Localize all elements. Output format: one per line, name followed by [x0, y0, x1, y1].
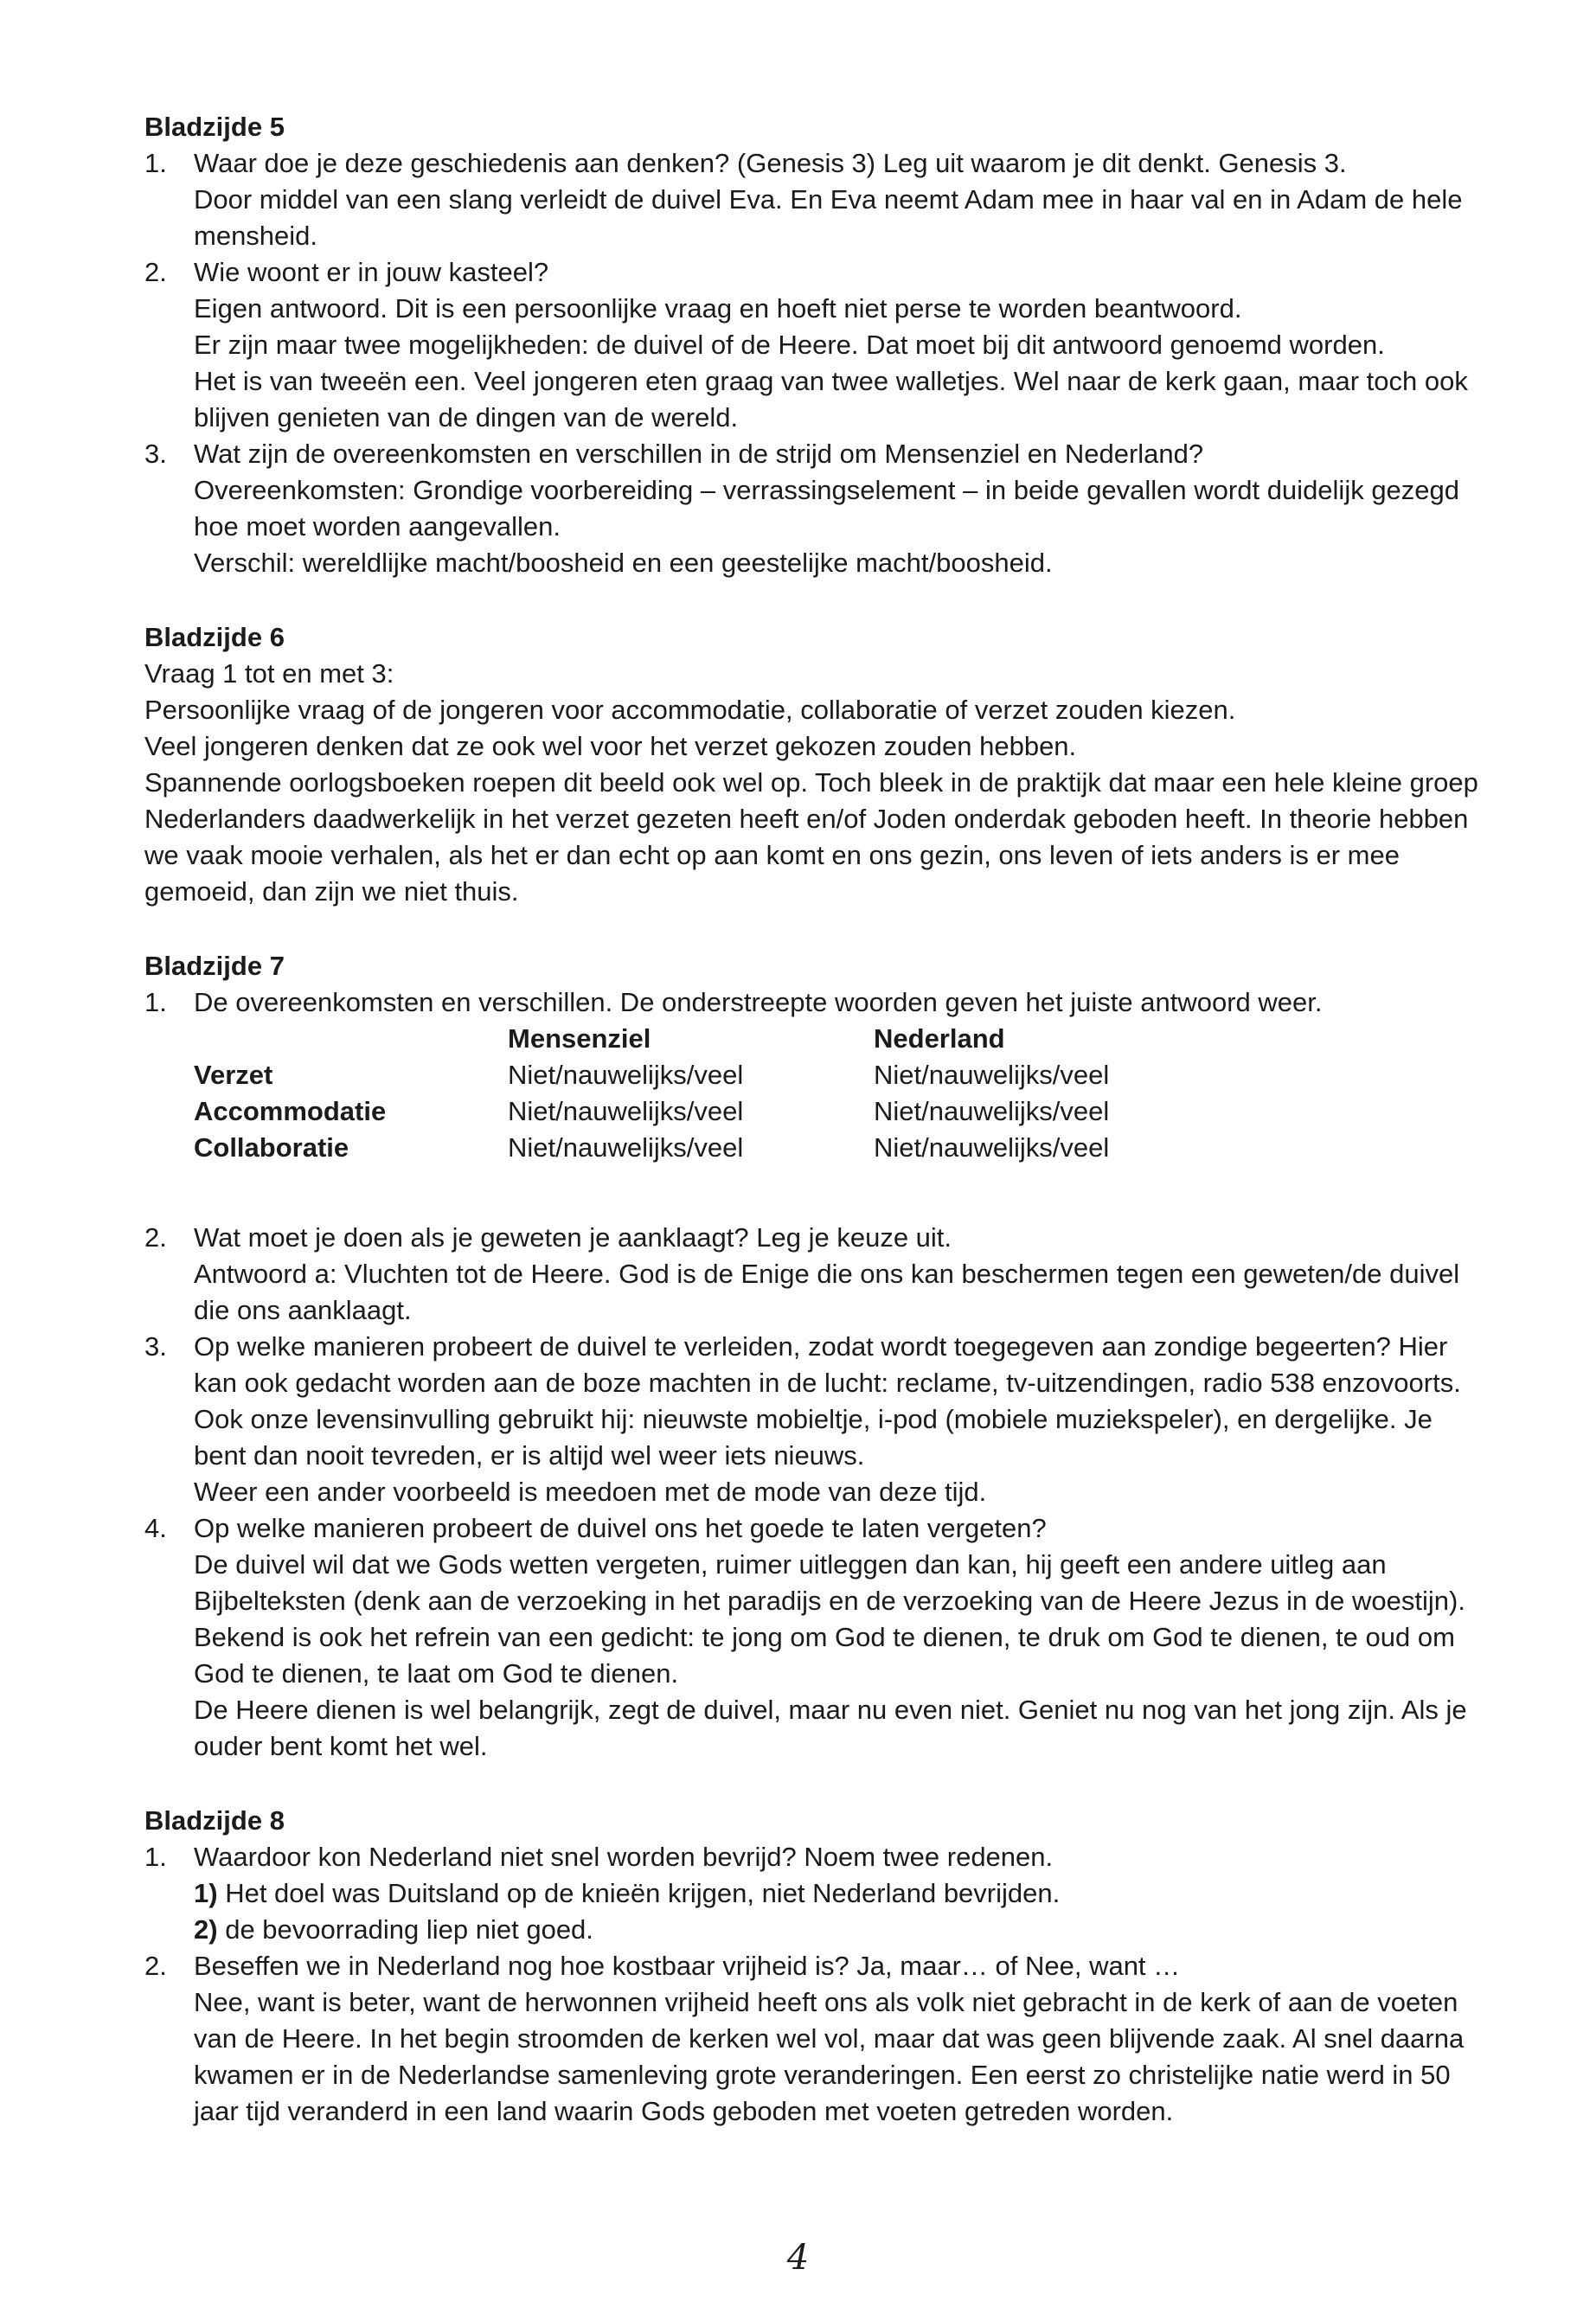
question-text: Wat moet je doen als je geweten je aanklaagt? Leg je keuze uit. — [194, 1222, 952, 1253]
answer-text: Verschil: wereldlijke macht/boosheid en een geestelijke macht/boosheid. — [194, 548, 1053, 578]
section-heading: Bladzijde 8 — [144, 1805, 285, 1836]
page-number: 4 — [786, 2238, 810, 2278]
section-heading: Bladzijde 7 — [144, 951, 285, 981]
answer-text: Er zijn maar twee mogelijkheden: de duivel of de Heere. Dat moet bij dit antwoord genoemd worden. — [194, 330, 1385, 360]
question-text: Waar doe je deze geschiedenis aan denken? (Genesis 3) Leg uit waarom je dit denkt. Genesis 3. — [194, 148, 1347, 178]
question-text: De overeenkomsten en verschillen. De onderstreepte woorden geven het juiste antwoord weer. — [194, 987, 1323, 1017]
section-bladzijde-5 — [144, 109, 1484, 581]
list-item — [144, 145, 1484, 254]
section-bladzijde-6 — [144, 619, 1484, 910]
section-bladzijde-7 — [144, 948, 1484, 1765]
table-row — [194, 1093, 1484, 1130]
comparison-table — [194, 1021, 1484, 1166]
list-item — [144, 1220, 1484, 1329]
item-number: 2. — [144, 1951, 167, 1981]
item-content — [194, 1220, 1484, 1329]
answer-text: Antwoord a: Vluchten tot de Heere. God is de Enige die ons kan beschermen tegen een geweten/de duivel die ons aanklaagt. — [194, 1259, 1460, 1325]
table-cell: Niet/nauwelijks/veel — [508, 1132, 744, 1163]
answer-line — [194, 1875, 1484, 1912]
item-number: 2. — [144, 1222, 167, 1253]
table-row-label: Verzet — [194, 1060, 273, 1090]
item-number: 3. — [144, 1331, 167, 1362]
list-item — [144, 1510, 1484, 1765]
answer-number: 2) — [194, 1914, 218, 1945]
answer-text: Eigen antwoord. Dit is een persoonlijke vraag en hoeft niet perse te worden beantwoord. — [194, 293, 1242, 324]
table-header-nederland: Nederland — [874, 1023, 1005, 1054]
question-text: Wat zijn de overeenkomsten en verschillen in de strijd om Mensenziel en Nederland? — [194, 439, 1204, 469]
question-text: Op welke manieren probeert de duivel ons het goede te laten vergeten? — [194, 1513, 1047, 1543]
question-text: Wie woont er in jouw kasteel? — [194, 257, 549, 287]
list-item — [144, 1948, 1484, 2130]
section-heading: Bladzijde 5 — [144, 112, 285, 142]
table-cell: Niet/nauwelijks/veel — [874, 1060, 1110, 1090]
item-content — [194, 436, 1484, 581]
item-content — [194, 1329, 1484, 1510]
paragraph: Vraag 1 tot en met 3: — [144, 658, 394, 689]
answer-text: De duivel wil dat we Gods wetten vergeten, ruimer uitleggen dan kan, hij geeft een andere uitleg aan Bijbelteksten (denk aan de verzoeking in het paradijs en de verzoeking van de Heere Jezus in de woestijn). — [194, 1549, 1465, 1616]
item-number: 3. — [144, 439, 167, 469]
list-item — [144, 984, 1484, 1166]
answer-text: de bevoorrading liep niet goed. — [225, 1914, 593, 1945]
item-content — [194, 1510, 1484, 1765]
answer-text: Bekend is ook het refrein van een gedicht: te jong om God te dienen, te druk om God te dienen, te oud om God te dienen, te laat om God te dienen. — [194, 1622, 1455, 1689]
list-item — [144, 1839, 1484, 1948]
answer-line — [194, 1912, 1484, 1948]
item-number: 2. — [144, 257, 167, 287]
answer-text: Het is van tweeën een. Veel jongeren eten graag van twee walletjes. Wel naar de kerk gaan, maar toch ook blijven genieten van de dingen van de wereld. — [194, 366, 1468, 433]
table-cell: Niet/nauwelijks/veel — [508, 1096, 744, 1126]
answer-number: 1) — [194, 1878, 218, 1908]
section-bladzijde-8 — [144, 1803, 1484, 2130]
question-text: Op welke manieren probeert de duivel te verleiden, zodat wordt toegegeven aan zondige begeerten? Hier kan ook gedacht worden aan de boze machten in de lucht: reclame, tv-uitzendingen, radio 538 enzovoorts. Ook onze levensinvulling gebruikt hij: nieuwste mobieltje, i-pod (mobiele muziekspeler), en dergelijke. Je bent dan nooit tevreden, er is altijd wel weer iets nieuws. — [194, 1331, 1461, 1471]
item-content — [194, 984, 1484, 1166]
list-item — [144, 436, 1484, 581]
answer-text: Het doel was Duitsland op de knieën krijgen, niet Nederland bevrijden. — [225, 1878, 1061, 1908]
question-text: Beseffen we in Nederland nog hoe kostbaar vrijheid is? Ja, maar… of Nee, want … — [194, 1951, 1181, 1981]
section-heading: Bladzijde 6 — [144, 622, 285, 652]
table-row — [194, 1057, 1484, 1093]
table-cell: Niet/nauwelijks/veel — [874, 1132, 1110, 1163]
paragraph: Persoonlijke vraag of de jongeren voor accommodatie, collaboratie of verzet zouden kiezen. — [144, 695, 1236, 725]
item-number: 1. — [144, 987, 167, 1017]
table-row-label: Collaboratie — [194, 1132, 349, 1163]
table-cell: Niet/nauwelijks/veel — [874, 1096, 1110, 1126]
answer-text: Overeenkomsten: Grondige voorbereiding – verrassingselement – in beide gevallen wordt duidelijk gezegd hoe moet worden aangevallen. — [194, 475, 1460, 542]
answer-text: De Heere dienen is wel belangrijk, zegt de duivel, maar nu even niet. Geniet nu nog van het jong zijn. Als je ouder bent komt het wel. — [194, 1695, 1467, 1761]
table-row — [194, 1130, 1484, 1166]
question-text: Waardoor kon Nederland niet snel worden bevrijd? Noem twee redenen. — [194, 1842, 1054, 1872]
item-content — [194, 254, 1484, 436]
paragraph: Spannende oorlogsboeken roepen dit beeld ook wel op. Toch bleek in de praktijk dat maar een hele kleine groep Nederlanders daadwerkelijk in het verzet gezeten heeft en/of Joden onderdak geboden heeft. In theorie hebben we vaak mooie verhalen, als het er dan echt op aan komt en ons gezin, ons leven of iets anders is er mee gemoeid, dan zijn we niet thuis. — [144, 767, 1478, 907]
item-number: 1. — [144, 1842, 167, 1872]
table-header-mensenziel: Mensenziel — [508, 1023, 651, 1054]
paragraph: Veel jongeren denken dat ze ook wel voor het verzet gekozen zouden hebben. — [144, 731, 1077, 761]
item-content — [194, 1948, 1484, 2130]
item-content — [194, 1839, 1484, 1948]
answer-text: Door middel van een slang verleidt de duivel Eva. En Eva neemt Adam mee in haar val en in Adam de hele mensheid. — [194, 184, 1463, 251]
answer-text: Weer een ander voorbeeld is meedoen met de mode van deze tijd. — [194, 1477, 987, 1507]
list-item — [144, 254, 1484, 436]
page-body — [144, 109, 1484, 2130]
list-item — [144, 1329, 1484, 1510]
table-header-row — [194, 1021, 1484, 1057]
item-content — [194, 145, 1484, 254]
table-corner-cell — [194, 1021, 508, 1057]
item-number: 4. — [144, 1513, 167, 1543]
table-cell: Niet/nauwelijks/veel — [508, 1060, 744, 1090]
table-row-label: Accommodatie — [194, 1096, 387, 1126]
answer-text: Nee, want is beter, want de herwonnen vrijheid heeft ons als volk niet gebracht in de kerk of aan de voeten van de Heere. In het begin stroomden de kerken wel vol, maar dat was geen blijvende zaak. Al snel daarna kwamen er in de Nederlandse samenleving grote veranderingen. Een eerst zo christelijke natie werd in 50 jaar tijd veranderd in een land waarin Gods geboden met voeten getreden worden. — [194, 1987, 1465, 2126]
item-number: 1. — [144, 148, 167, 178]
